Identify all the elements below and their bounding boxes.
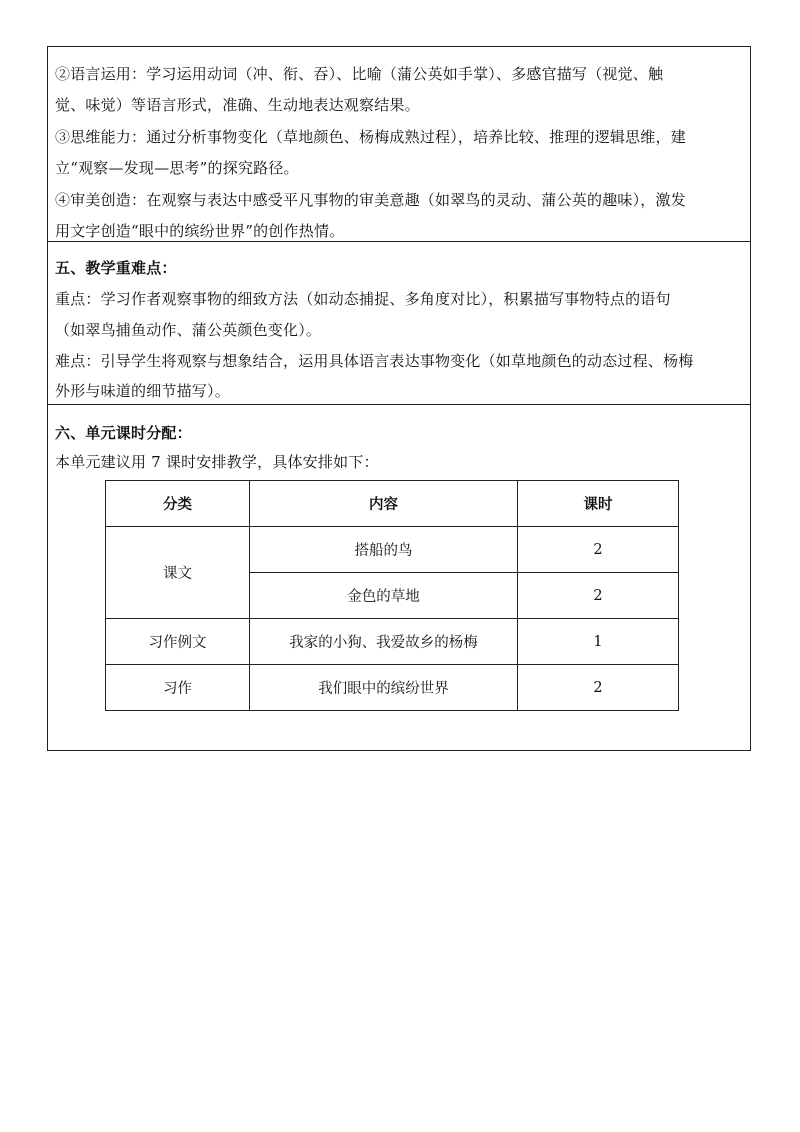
table-header-row bbox=[106, 481, 679, 527]
schedule-section bbox=[48, 405, 750, 750]
content-cell: 我们眼中的缤纷世界 bbox=[250, 665, 518, 711]
key-point-line: 外形与味道的细节描写）。 bbox=[55, 382, 230, 400]
objective-line: ④审美创造：在观察与表达中感受平凡事物的审美意趣（如翠鸟的灵动、蒲公英的趣味），激发 bbox=[55, 191, 686, 209]
hours-cell: 2 bbox=[518, 665, 679, 711]
objective-line: 用文字创造“眼中的缤纷世界”的创作热情。 bbox=[55, 222, 345, 240]
objective-line: 觉、味觉）等语言形式，准确、生动地表达观察结果。 bbox=[55, 96, 420, 114]
category-cell: 习作 bbox=[106, 665, 250, 711]
schedule-intro: 本单元建议用 7 课时安排教学，具体安排如下： bbox=[55, 453, 379, 471]
table-row bbox=[106, 665, 679, 711]
table-row bbox=[106, 527, 679, 573]
key-point-line: 重点：学习作者观察事物的细致方法（如动态捕捉、多角度对比），积累描写事物特点的语句 bbox=[55, 290, 671, 308]
content-cell: 搭船的鸟 bbox=[250, 527, 518, 573]
hours-cell: 1 bbox=[518, 619, 679, 665]
category-cell: 习作例文 bbox=[106, 619, 250, 665]
content-cell: 我家的小狗、我爱故乡的杨梅 bbox=[250, 619, 518, 665]
hours-cell: 2 bbox=[518, 573, 679, 619]
table-row bbox=[106, 619, 679, 665]
key-point-line: 难点：引导学生将观察与想象结合，运用具体语言表达事物变化（如草地颜色的动态过程、杨梅 bbox=[55, 352, 694, 370]
schedule-table bbox=[105, 480, 679, 711]
category-cell: 课文 bbox=[106, 527, 250, 619]
objective-line: 立“观察—发现—思考”的探究路径。 bbox=[55, 159, 299, 177]
objective-line: ②语言运用：学习运用动词（冲、衔、吞）、比喻（蒲公英如手掌）、多感官描写（视觉、触 bbox=[55, 65, 664, 83]
key-points-section bbox=[48, 242, 750, 405]
header-category: 分类 bbox=[106, 481, 250, 527]
document-frame bbox=[47, 46, 751, 751]
section-heading: 六、单元课时分配： bbox=[55, 424, 192, 442]
objectives-section bbox=[48, 47, 750, 242]
content-cell: 金色的草地 bbox=[250, 573, 518, 619]
header-hours: 课时 bbox=[518, 481, 679, 527]
hours-cell: 2 bbox=[518, 527, 679, 573]
header-content: 内容 bbox=[250, 481, 518, 527]
objective-line: ③思维能力：通过分析事物变化（草地颜色、杨梅成熟过程），培养比较、推理的逻辑思维，建 bbox=[55, 128, 686, 146]
section-heading: 五、教学重难点： bbox=[55, 259, 177, 277]
key-point-line: （如翠鸟捕鱼动作、蒲公英颜色变化）。 bbox=[55, 321, 322, 339]
